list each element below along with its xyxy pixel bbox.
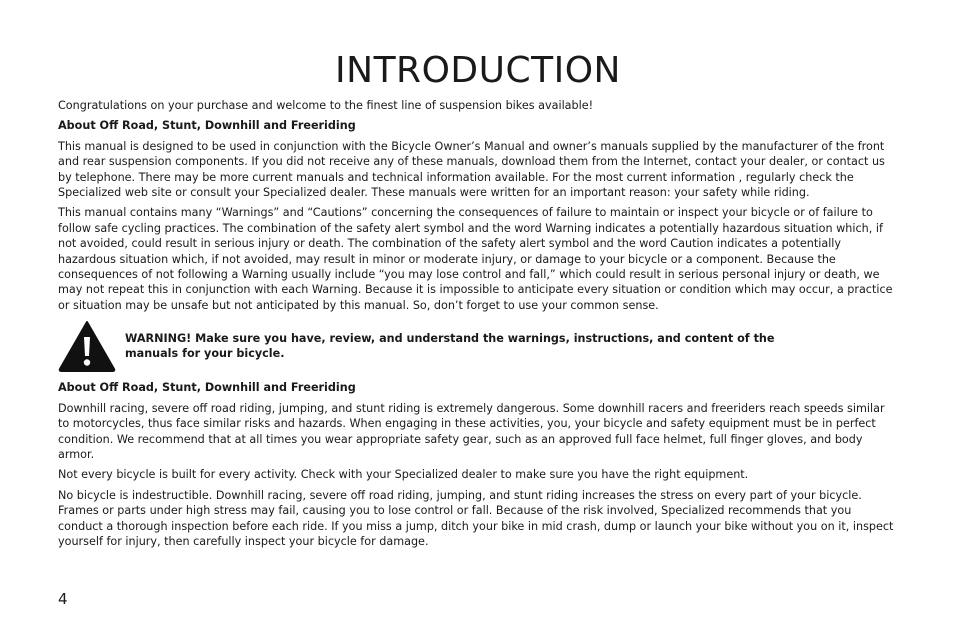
warning-triangle-icon <box>58 320 116 372</box>
page-number: 4 <box>58 590 68 608</box>
section-heading-2: About Off Road, Stunt, Downhill and Freeriding <box>58 381 356 395</box>
paragraph-inspection: No bicycle is indestructible. Downhill racing, severe off road riding, jumping, and stunt riding increases the stress on every part of your bicycle. Frames or parts under high stress may fail, causing you to lose control or fall. Because of the risk involved, Specialized recommends that you conduct a thorough inspection before each ride. If you miss a jump, ditch your bike in mid crash, dump or launch your bike without you on it, inspect yourself for injury, then carefully inspect your bicycle for damage. <box>58 488 894 548</box>
paragraph-danger: Downhill racing, severe off road riding, jumping, and stunt riding is extremely dangerous. Some downhill racers and freeriders reach speeds similar to motorcycles, thus face similar risks and hazards. When engaging in these activities, you, your bicycle and safety equipment must be in perfect condition. We recommend that at all times you wear appropriate safety gear, such as an approved full face helmet, full finger gloves, and body armor. <box>58 401 885 461</box>
section-heading-1: About Off Road, Stunt, Downhill and Freeriding <box>58 119 356 133</box>
manual-page <box>58 48 898 554</box>
paragraph-equipment: Not every bicycle is built for every activity. Check with your Specialized dealer to make sure you have the right equipment. <box>58 468 749 482</box>
page-title: INTRODUCTION <box>335 50 621 91</box>
warning-callout <box>58 319 898 373</box>
paragraph-warnings-cautions: This manual contains many “Warnings” and “Cautions” concerning the consequences of failure to maintain or inspect your bicycle or of failure to follow safe cycling practices. The combination of the safety alert symbol and the word Warning indicates a potentially hazardous situation which, if not avoided, could result in serious injury or death. The combination of the safety alert symbol and the word Caution indicates a potentially hazardous situation which, if not avoided, may result in minor or moderate injury, or damage to your bicycle or a component. Because the consequences of not following a Warning usually include “you may lose control and fall,” which could result in serious personal injury or death, we may not repeat this in conjunction with each Warning. Because it is impossible to anticipate every situation or condition which may occur, a practice or situation may be unsafe but not anticipated by this manual. So, don’t forget to use your common sense. <box>58 206 893 312</box>
warning-text: WARNING! Make sure you have, review, and understand the warnings, instructions, and content of the manuals for your bicycle. <box>125 331 775 361</box>
intro-paragraph: Congratulations on your purchase and welcome to the finest line of suspension bikes available! <box>58 99 594 112</box>
paragraph-manual-purpose: This manual is designed to be used in conjunction with the Bicycle Owner’s Manual and owner’s manuals supplied by the manufacturer of the front and rear suspension components. If you did not receive any of these manuals, download them from the Internet, contact your dealer, or contact us by telephone. There may be more current manuals and technical information available. For the most current information , regularly check the Specialized web site or consult your Specialized dealer. These manuals were written for an important reason: your safety while riding. <box>58 139 885 200</box>
